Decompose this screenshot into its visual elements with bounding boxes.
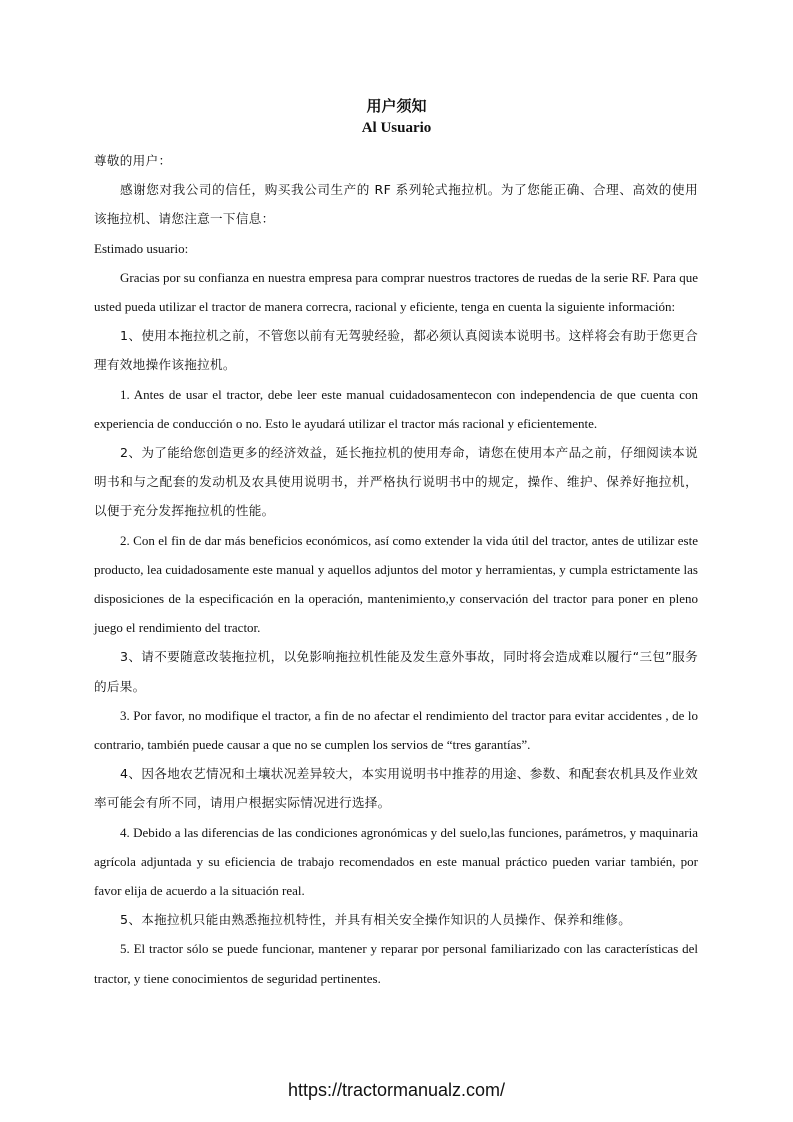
notice-3-es: 3. Por favor, no modifique el tractor, a fin de no afectar el rendimiento del tractor para evitar accidentes , de lo contrario, también puede causar a que no se cumplen los servios de “tres garantías”. bbox=[94, 707, 698, 753]
notice-5-es: 5. El tractor sólo se puede funcionar, mantener y reparar por personal familiarizado con las características del tractor, y tiene conocimientos de seguridad pertinentes. bbox=[94, 941, 698, 986]
intro-paragraph-es: Gracias por su confianza en nuestra empresa para comprar nuestros tractores de ruedas de la serie RF. Para que usted pueda utilizar el tractor de manera correcra, racional y eficiente, tenga en cuenta la siguiente información: bbox=[94, 269, 698, 315]
notice-4-zh: 4、因各地农艺情况和土壤状况差异较大，本实用说明书中推荐的用途、参数、和配套农机具及作业效率可能会有所不同，请用户根据实际情况进行选择。 bbox=[94, 766, 698, 811]
notice-4-es: 4. Debido a las diferencias de las condiciones agronómicas y del suelo,las funciones, parámetros, y maquinaria agrícola adjuntada y su eficiencia de trabajo recomendados en este manual práctico pueden variar también, por favor elija de acuerdo a la situación real. bbox=[94, 824, 698, 899]
greeting-es: Estimado usuario: bbox=[94, 240, 189, 256]
notice-2-zh: 2、为了能给您创造更多的经济效益，延长拖拉机的使用寿命，请您在使用本产品之前，仔细阅读本说明书和与之配套的发动机及农具使用说明书，并严格执行说明书中的规定，操作、维护、保养好拖拉机，以便于充分发挥拖拉机的性能。 bbox=[94, 445, 698, 519]
page-title-chinese: 用户须知 bbox=[366, 97, 427, 115]
notice-1-zh: 1、使用本拖拉机之前，不管您以前有无驾驶经验，都必须认真阅读本说明书。这样将会有助于您更合理有效地操作该拖拉机。 bbox=[94, 328, 698, 373]
notice-1-es: 1. Antes de usar el tractor, debe leer este manual cuidadosamentecon con independencia de que cuenta con experiencia de conducción o no. Esto le ayudará utilizar el tractor más racional y eficientemente. bbox=[94, 386, 698, 431]
footer-url[interactable]: https://tractormanualz.com/ bbox=[287, 1080, 506, 1100]
notice-2-es: 2. Con el fin de dar más beneficios económicos, así como extender la vida útil del tractor, antes de utilizar este producto, lea cuidadosamente este manual y aquellos adjuntos del motor y herramientas, y cumpla estrictamente las disposiciones de la especificación en la operación, mantenimiento,y conservación del tractor para poner en pleno juego el rendimiento del tractor. bbox=[94, 532, 698, 636]
notice-5-zh: 5、本拖拉机只能由熟悉拖拉机特性，并具有相关安全操作知识的人员操作、保养和维修。 bbox=[120, 912, 632, 928]
notice-3-zh: 3、请不要随意改装拖拉机，以免影响拖拉机性能及发生意外事故，同时将会造成难以履行“三包”服务的后果。 bbox=[94, 649, 698, 694]
greeting-zh: 尊敬的用户： bbox=[94, 153, 172, 168]
page-title-spanish: Al Usuario bbox=[361, 120, 432, 136]
document-body bbox=[94, 146, 698, 993]
intro-paragraph-zh: 感谢您对我公司的信任，购买我公司生产的 RF 系列轮式拖拉机。为了您能正确、合理、高效的使用该拖拉机、请您注意一下信息： bbox=[94, 182, 698, 227]
